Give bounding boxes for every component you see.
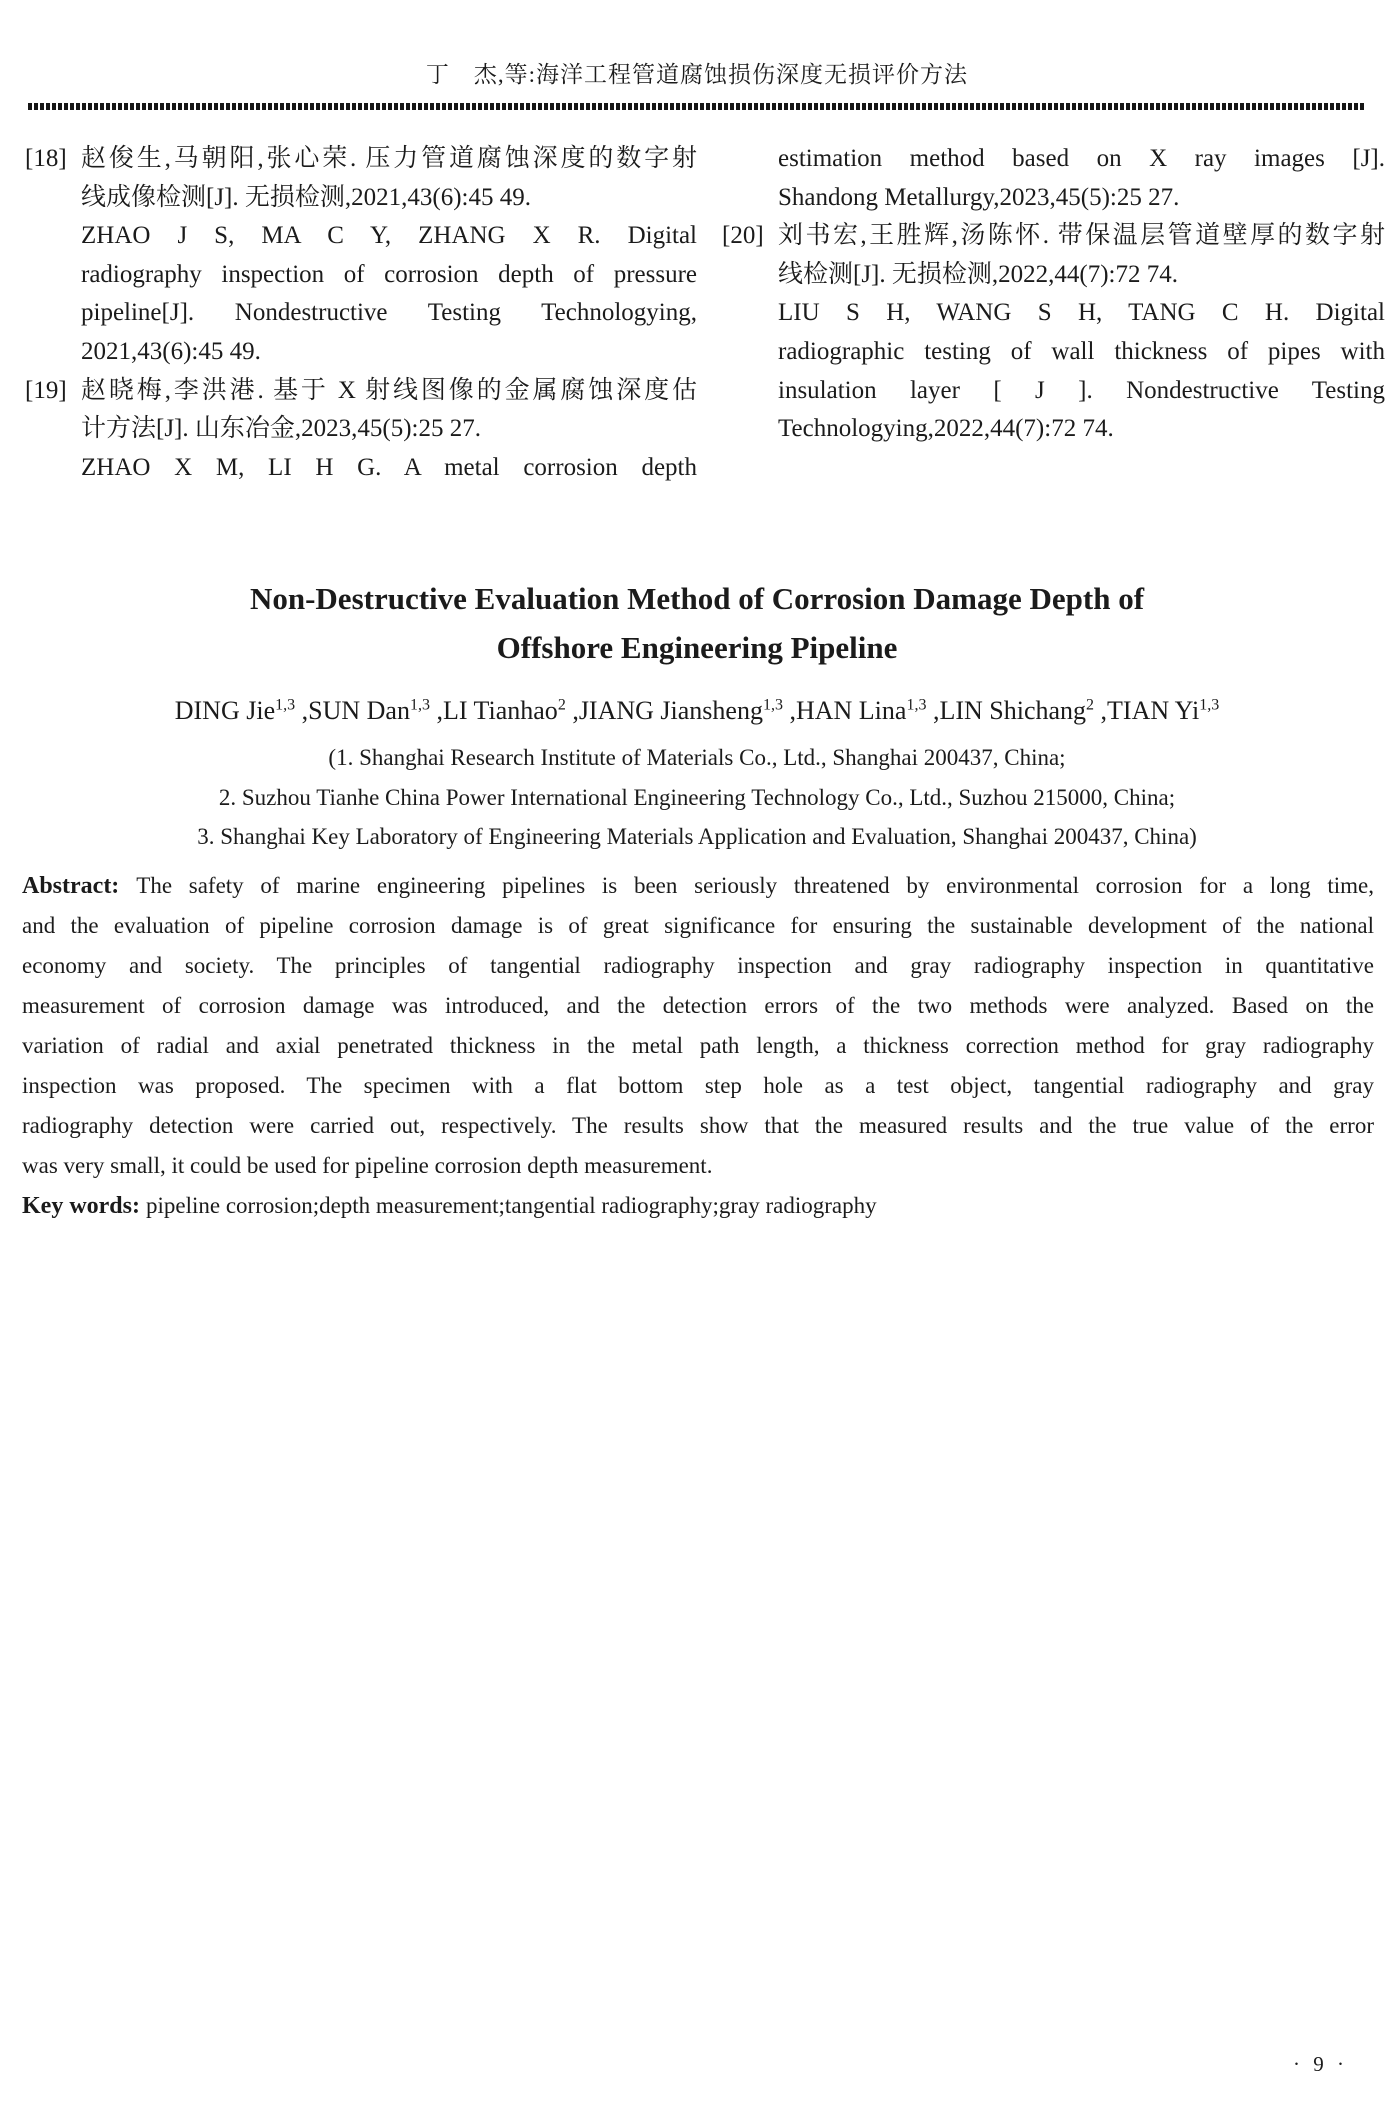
reference-line: insulation layer [ J ]. Nondestructive Testing [778, 376, 1385, 404]
reference-line: Technologying,2022,44(7):72 74. [778, 415, 1114, 443]
reference-lines [81, 140, 697, 372]
affiliation-line: 3. Shanghai Key Laboratory of Engineering Materials Application and Evaluation, Shanghai 200437, China) [197, 824, 1197, 849]
abstract-line: radiography detection were carried out, respectively. The results show that the measured results and the true value of the error [22, 1113, 1374, 1138]
reference-item [25, 372, 697, 488]
author-affiliation-marker: 1,3 [1199, 696, 1220, 714]
reference-item [722, 217, 1385, 449]
author-separator: , [1094, 696, 1108, 725]
paper-title [0, 574, 1394, 672]
author-affiliation-marker: 1,3 [275, 696, 296, 714]
abstract-section [22, 866, 1374, 1226]
reference-line: radiography inspection of corrosion depth of pressure [81, 260, 697, 288]
affiliations [0, 738, 1394, 857]
reference-line: ZHAO J S, MA C Y, ZHANG X R. Digital [81, 222, 697, 250]
keywords-label: Key words: [22, 1193, 146, 1219]
reference-line: 赵晓梅,李洪港. 基于 X 射线图像的金属腐蚀深度估 [81, 376, 697, 404]
reference-item [25, 140, 697, 372]
reference-number: [20] [722, 222, 764, 250]
reference-line: ZHAO X M, LI H G. A metal corrosion depth [81, 453, 697, 481]
author-separator: , [429, 696, 443, 725]
abstract-line: inspection was proposed. The specimen with a flat bottom step hole as a test object, tangential radiography and gray [22, 1073, 1374, 1098]
author-name: DING Jie$^{1,3}$ [174, 696, 296, 725]
abstract-line: and the evaluation of pipeline corrosion damage is of great significance for ensuring the sustainable development of the national [22, 913, 1374, 938]
reference-number: [19] [25, 376, 67, 404]
author-affiliation-marker: 1,3 [906, 696, 927, 714]
author-name: LI Tianhao$^2$ [442, 696, 566, 725]
running-head [0, 56, 1394, 89]
author-name: SUN Dan$^{1,3}$ [308, 696, 430, 725]
author-affiliation-marker: 1,3 [409, 696, 430, 714]
reference-number: [18] [25, 145, 67, 172]
authors-line [0, 696, 1394, 726]
reference-line: 线成像检测[J]. 无损检测,2021,43(6):45 49. [81, 183, 531, 211]
reference-item [722, 140, 1385, 217]
reference-line: 计方法[J]. 山东冶金,2023,45(5):25 27. [81, 415, 481, 443]
keywords-line: Key words: pipeline corrosion;depth measurement;tangential radiography;gray radiography [22, 1193, 877, 1219]
author-name: HAN Lina$^{1,3}$ [795, 696, 927, 725]
author-name: TIAN Yi$^{1,3}$ [1107, 696, 1220, 725]
author-name: LIN Shichang$^2$ [939, 696, 1095, 725]
reference-lines [778, 217, 1385, 449]
running-head-text: 丁 杰,等:海洋工程管道腐蚀损伤深度无损评价方法 [425, 62, 969, 87]
author-separator: , [782, 696, 796, 725]
reference-lines [81, 372, 697, 488]
reference-line: 刘书宏,王胜辉,汤陈怀. 带保温层管道壁厚的数字射 [778, 222, 1385, 250]
author-affiliation-marker: 2 [557, 696, 566, 714]
author-affiliation-marker: 2 [1086, 696, 1095, 714]
author-separator: , [295, 696, 309, 725]
abstract-line: economy and society. The principles of tangential radiography inspection and gray radiography inspection in quantitative [22, 953, 1374, 978]
affiliation-line: (1. Shanghai Research Institute of Materials Co., Ltd., Shanghai 200437, China; [328, 745, 1066, 770]
references-right-column [722, 140, 1385, 449]
references-left-column [25, 140, 697, 487]
author-name: JIANG Jiansheng$^{1,3}$ [578, 696, 783, 725]
paper-title-line2: Offshore Engineering Pipeline [496, 630, 898, 665]
abstract-line: measurement of corrosion damage was introduced, and the detection errors of the two methods were analyzed. Based on the [22, 993, 1374, 1018]
abstract-line: variation of radial and axial penetrated thickness in the metal path length, a thickness correction method for gray radiography [22, 1033, 1374, 1058]
abstract-label: Abstract: [22, 873, 137, 899]
affiliation-line: 2. Suzhou Tianhe China Power International Engineering Technology Co., Ltd., Suzhou 215000, China; [218, 784, 1176, 810]
reference-line: 2021,43(6):45 49. [81, 337, 261, 365]
reference-line: radiographic testing of wall thickness of pipes with [778, 337, 1385, 365]
reference-line: 线检测[J]. 无损检测,2022,44(7):72 74. [778, 260, 1178, 288]
header-divider [28, 103, 1366, 110]
paper-title-line1: Non-Destructive Evaluation Method of Corrosion Damage Depth of [249, 581, 1145, 616]
author-separator: , [565, 696, 579, 725]
author-affiliation-marker: 1,3 [762, 696, 783, 714]
reference-line: pipeline[J]. Nondestructive Testing Technologying, [81, 299, 697, 327]
reference-line: LIU S H, WANG S H, TANG C H. Digital [778, 299, 1385, 327]
page-number: · 9 · [1293, 2052, 1348, 2076]
reference-lines [778, 140, 1385, 217]
abstract-line: was very small, it could be used for pipeline corrosion depth measurement. [22, 1153, 713, 1178]
reference-line: estimation method based on X ray images [J]. [778, 145, 1385, 172]
author-separator: , [926, 696, 940, 725]
reference-line: 赵俊生,马朝阳,张心荣. 压力管道腐蚀深度的数字射 [81, 145, 697, 172]
abstract-line: Abstract: The safety of marine engineering pipelines is been seriously threatened by environmental corrosion for a long time, [22, 873, 1374, 899]
reference-line: Shandong Metallurgy,2023,45(5):25 27. [778, 183, 1180, 211]
